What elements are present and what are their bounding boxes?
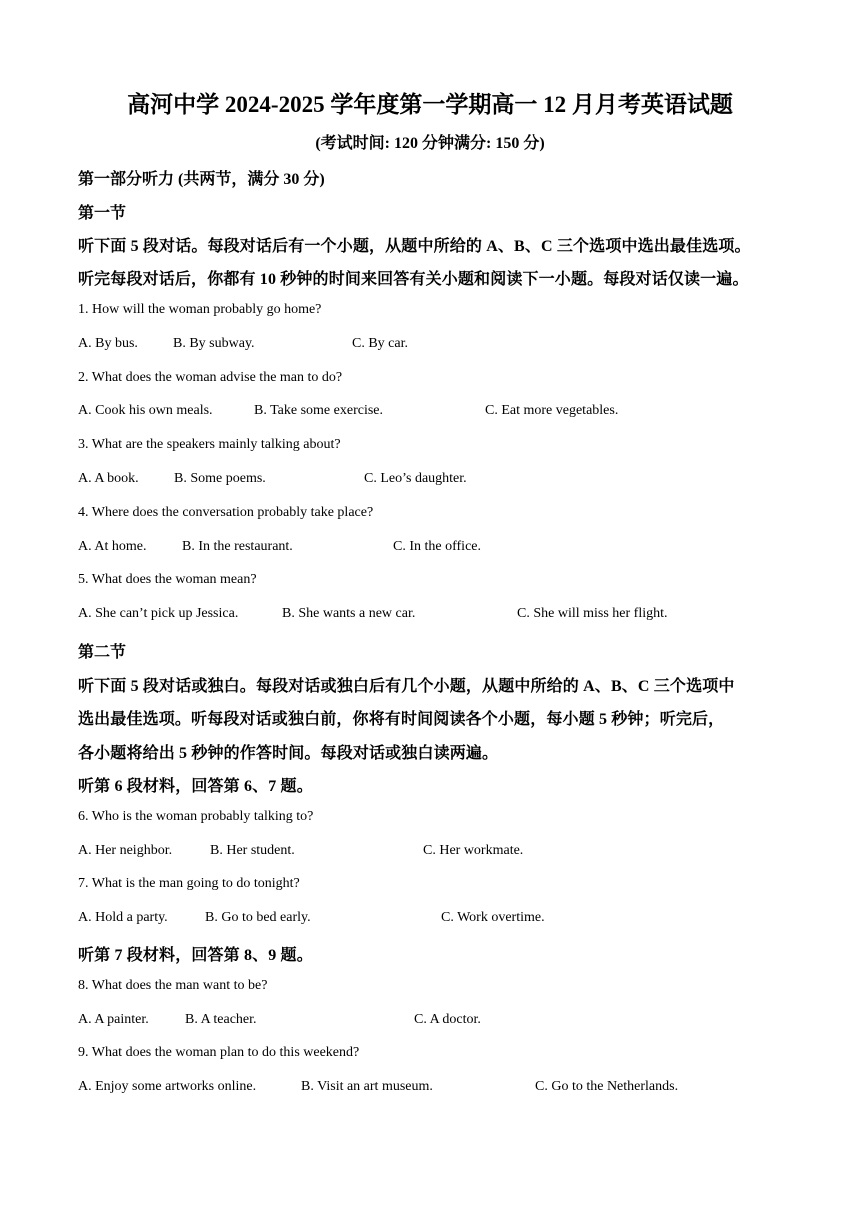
part-heading: 第一部分听力 (共两节，满分 30 分) [78,171,325,188]
exam-info: (考试时间: 120 分钟满分: 150 分) [315,135,545,152]
question-text: 8. What does the man want to be? [78,978,268,993]
question-text: 1. How will the woman probably go home? [78,302,322,317]
question-text: 3. What are the speakers mainly talking about? [78,437,341,452]
question-text: 6. Who is the woman probably talking to? [78,809,314,824]
option-b: B. Visit an art museum. [301,1079,433,1094]
question-text: 5. What does the woman mean? [78,572,257,587]
option-a: A. By bus. [78,336,138,351]
option-b: B. Some poems. [174,471,266,486]
question-text: 4. Where does the conversation probably take place? [78,505,374,520]
option-b: B. Go to bed early. [205,910,311,925]
question-text: 7. What is the man going to do tonight? [78,876,300,891]
option-a: A. A book. [78,471,139,486]
option-c: C. Eat more vegetables. [485,403,619,418]
option-c: C. In the office. [393,539,481,554]
instruction-line: 选出最佳选项。听每段对话或独白前，你将有时间阅读各个小题，每小题 5 秒钟；听完后， [78,711,725,728]
option-c: C. Her workmate. [423,843,524,858]
option-b: B. In the restaurant. [182,539,293,554]
option-c: C. By car. [352,336,408,351]
option-a: A. Enjoy some artworks online. [78,1079,257,1094]
section-heading: 第二节 [78,644,127,661]
option-a: A. Hold a party. [78,910,168,925]
section-heading: 第一节 [78,205,127,222]
option-b: B. Take some exercise. [254,403,383,418]
instruction-line: 听下面 5 段对话。每段对话后有一个小题，从题中所给的 A、B、C 三个选项中选出最佳选项。 [78,238,751,255]
page-title: 高河中学 2024-2025 学年度第一学期高一 12 月月考英语试题 [127,92,733,117]
option-c: C. Leo’s daughter. [364,471,467,486]
option-a: A. A painter. [78,1012,149,1027]
instruction-line: 听下面 5 段对话或独白。每段对话或独白后有几个小题，从题中所给的 A、B、C 三个选项中 [78,678,735,695]
option-a: A. Cook his own meals. [78,403,213,418]
option-c: C. Work overtime. [441,910,545,925]
option-b: B. She wants a new car. [282,606,416,621]
option-a: A. She can’t pick up Jessica. [78,606,239,621]
option-b: B. Her student. [210,843,295,858]
material-heading: 听第 7 段材料，回答第 8、9 题。 [78,947,313,964]
question-text: 9. What does the woman plan to do this weekend? [78,1045,360,1060]
option-b: B. A teacher. [185,1012,257,1027]
instruction-line: 各小题将给出 5 秒钟的作答时间。每段对话或独白读两遍。 [78,745,499,762]
option-c: C. She will miss her flight. [517,606,668,621]
option-a: A. Her neighbor. [78,843,173,858]
instruction-line: 听完每段对话后，你都有 10 秒钟的时间来回答有关小题和阅读下一小题。每段对话仅读一遍。 [78,271,749,288]
question-text: 2. What does the woman advise the man to do? [78,370,343,385]
option-a: A. At home. [78,539,147,554]
option-b: B. By subway. [173,336,255,351]
option-c: C. Go to the Netherlands. [535,1079,679,1094]
option-c: C. A doctor. [414,1012,481,1027]
material-heading: 听第 6 段材料，回答第 6、7 题。 [78,778,313,795]
